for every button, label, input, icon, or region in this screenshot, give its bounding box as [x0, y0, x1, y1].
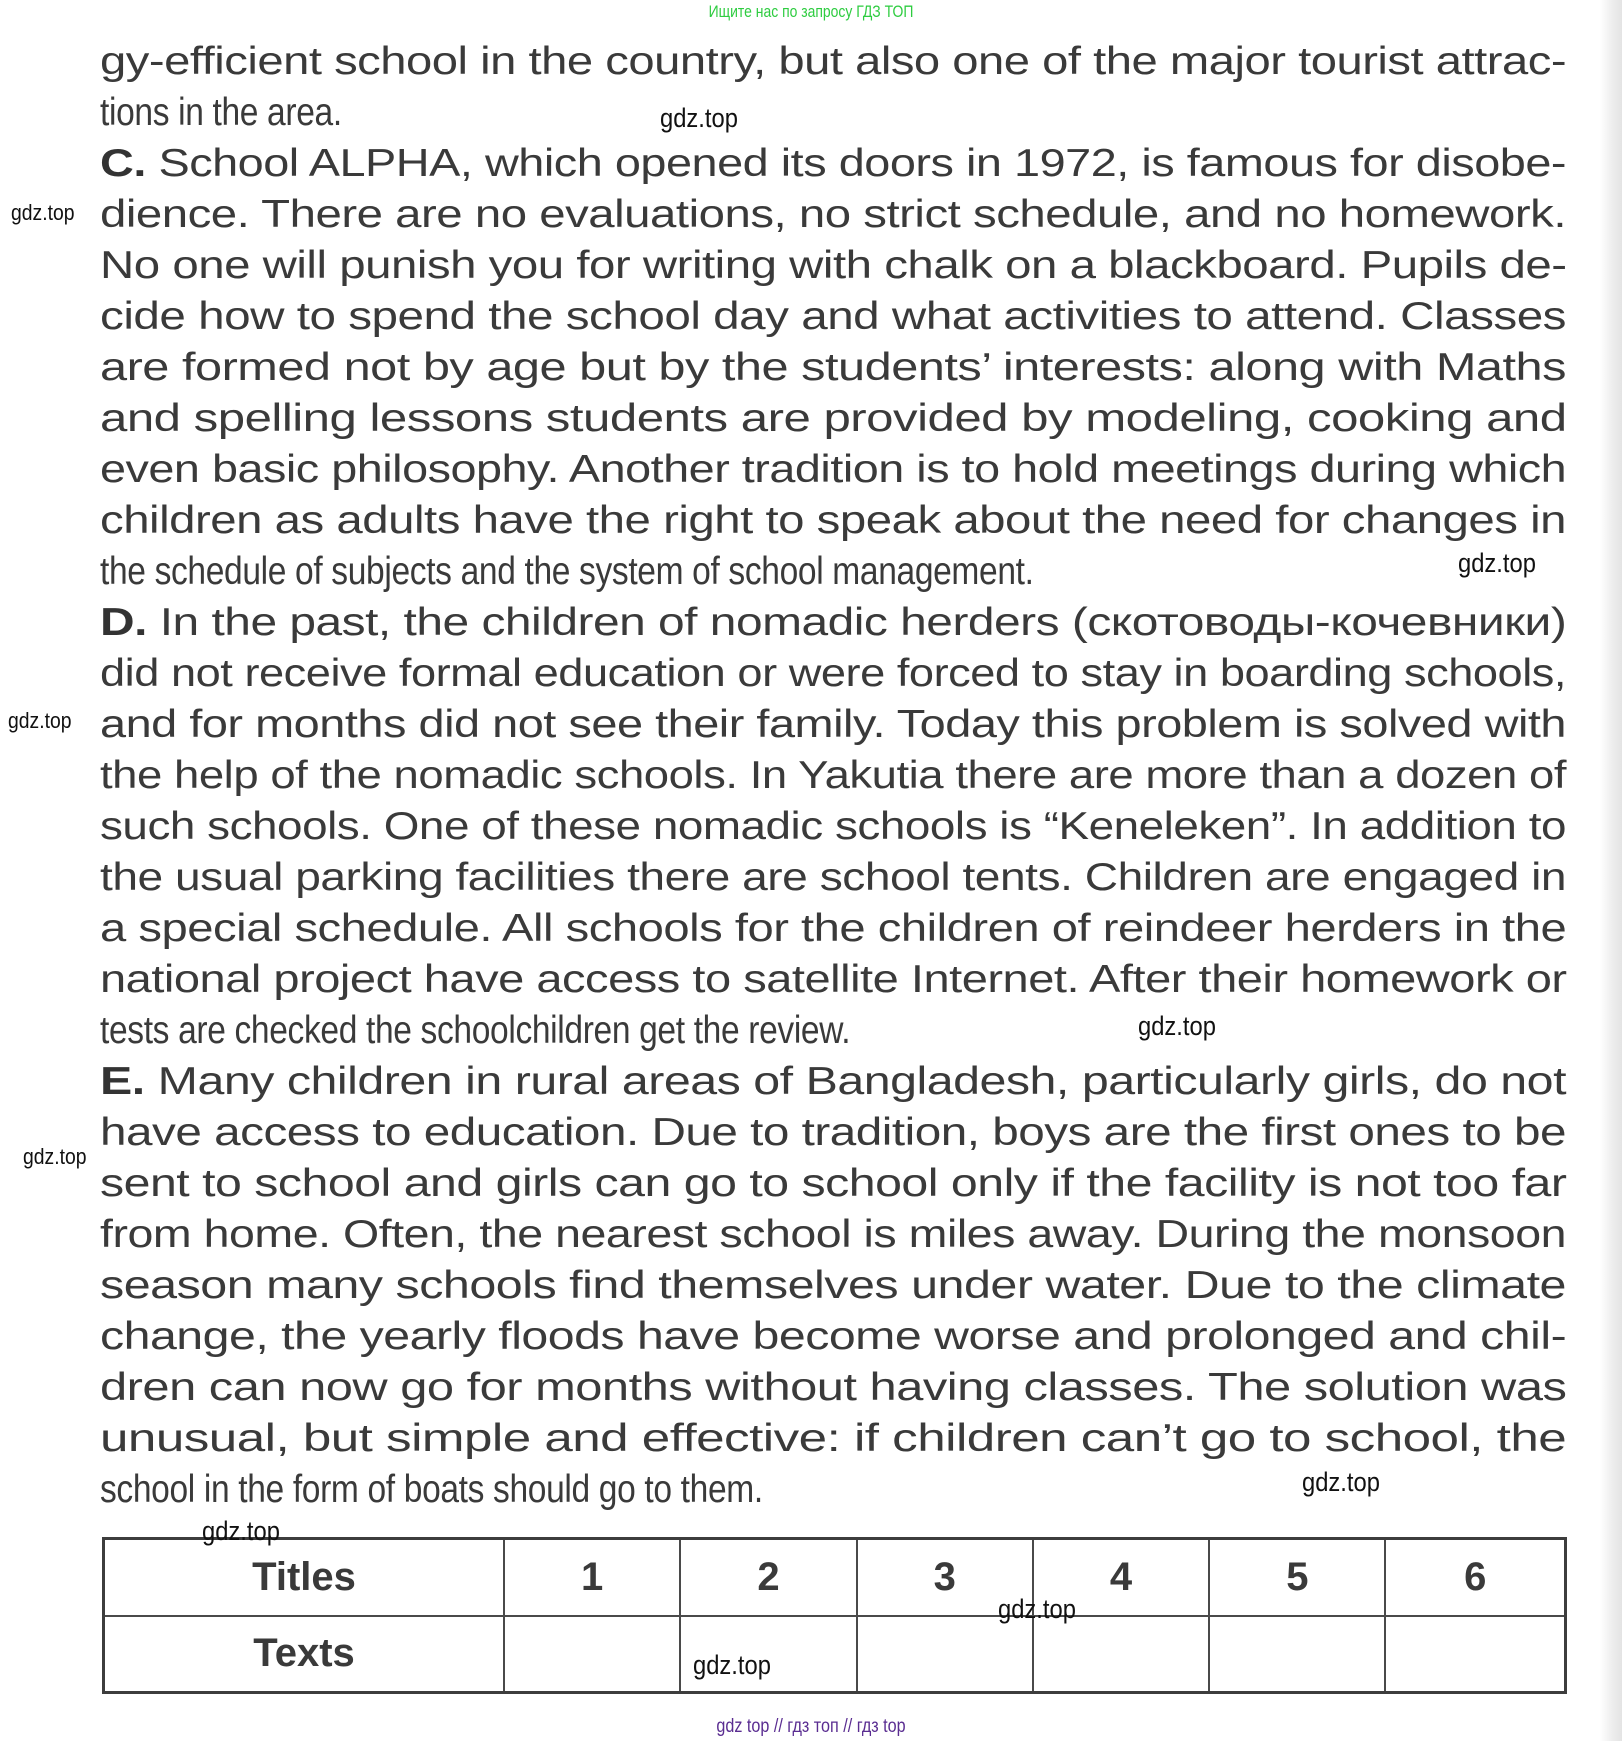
title-column-header: 2	[680, 1539, 856, 1616]
paragraph-d-first-line	[100, 597, 1566, 648]
answer-cell[interactable]	[504, 1616, 680, 1693]
watermark: gdz.top	[8, 708, 72, 733]
footer-separator: //	[773, 1716, 783, 1737]
site-banner[interactable]: Ищите нас по запросу ГДЗ ТОП	[708, 2, 914, 21]
paragraph-c-first-line	[100, 138, 1566, 189]
footer-link[interactable]: гдз топ	[787, 1716, 839, 1737]
page-edge-shadow	[1600, 0, 1622, 1741]
text-line: tions in the area.	[100, 91, 342, 134]
text-line: and for months did not see their family. Today this problem is solved with	[100, 703, 1566, 746]
text-line: season many schools find themselves under water. Due to the climate	[100, 1264, 1567, 1307]
footer-separator: //	[843, 1716, 853, 1737]
text-line: No one will punish you for writing with chalk on a blackboard. Pupils de-	[100, 244, 1567, 287]
text-line: from home. Often, the nearest school is miles away. During the monsoon	[100, 1213, 1566, 1256]
footer-link[interactable]: гдз top	[856, 1716, 906, 1737]
text-line: are formed not by age but by the students’ interests: along with Maths	[100, 346, 1566, 389]
text-line: change, the yearly floods have become worse and prolonged and chil-	[100, 1315, 1567, 1358]
watermark: gdz.top	[23, 1144, 87, 1169]
text-line: even basic philosophy. Another tradition is to hold meetings during which	[100, 448, 1567, 491]
text-line: gy-efficient school in the country, but also one of the major tourist attrac-	[100, 40, 1567, 83]
text-line: have access to education. Due to tradition, boys are the first ones to be	[100, 1111, 1567, 1154]
watermark: gdz.top	[1458, 548, 1536, 578]
answer-cell[interactable]	[1209, 1616, 1385, 1693]
paragraph-letter-e: E.	[100, 1060, 145, 1103]
text-line: dren can now go for months without having classes. The solution was	[100, 1366, 1567, 1409]
answer-cell[interactable]	[1033, 1616, 1209, 1693]
text-line: such schools. One of these nomadic schools is “Keneleken”. In addition to	[100, 805, 1566, 848]
footer-links	[122, 1716, 1501, 1738]
watermark: gdz.top	[998, 1594, 1076, 1624]
reading-text	[100, 36, 1566, 1515]
texts-row-label: Texts	[104, 1616, 505, 1693]
watermark: gdz.top	[1302, 1467, 1380, 1497]
watermark: gdz.top	[1138, 1011, 1216, 1041]
text-line: school in the form of boats should go to them.	[100, 1468, 763, 1511]
paragraph-e-first-line	[100, 1056, 1566, 1107]
text-line: the schedule of subjects and the system of school management.	[100, 550, 1034, 593]
titles-row-label: Titles	[104, 1539, 505, 1616]
title-column-header: 3	[857, 1539, 1033, 1616]
title-column-header: 4	[1033, 1539, 1209, 1616]
watermark: gdz.top	[693, 1650, 771, 1680]
texts-row	[104, 1616, 1566, 1693]
watermark: gdz.top	[202, 1516, 280, 1546]
text-line: did not receive formal education or were forced to stay in boarding schools,	[100, 652, 1567, 695]
answer-table	[102, 1537, 1567, 1694]
watermark: gdz.top	[11, 200, 75, 225]
text-line: national project have access to satellite Internet. After their homework or	[100, 958, 1567, 1001]
text-line: Many children in rural areas of Bangladesh, particularly girls, do not	[157, 1060, 1567, 1103]
title-column-header: 6	[1385, 1539, 1565, 1616]
text-line: In the past, the children of nomadic herders (скотоводы-кочевники)	[159, 601, 1567, 644]
title-column-header: 1	[504, 1539, 680, 1616]
text-line: the help of the nomadic schools. In Yakutia there are more than a dozen of	[100, 754, 1567, 797]
text-line: tests are checked the schoolchildren get the review.	[100, 1009, 851, 1052]
watermark: gdz.top	[660, 103, 738, 133]
answer-cell[interactable]	[857, 1616, 1033, 1693]
paragraph-letter-c: C.	[100, 142, 146, 185]
answer-cell[interactable]	[1385, 1616, 1565, 1693]
text-line: sent to school and girls can go to school only if the facility is not too far	[100, 1162, 1567, 1205]
titles-row	[104, 1539, 1566, 1616]
paragraph-letter-d: D.	[100, 601, 147, 644]
text-line: unusual, but simple and effective: if children can’t go to school, the	[100, 1417, 1567, 1460]
title-column-header: 5	[1209, 1539, 1385, 1616]
text-line: a special schedule. All schools for the children of reindeer herders in the	[100, 907, 1567, 950]
text-line: School ALPHA, which opened its doors in 1972, is famous for disobe-	[158, 142, 1567, 185]
text-line: children as adults have the right to speak about the need for changes in	[100, 499, 1567, 542]
text-line: the usual parking facilities there are school tents. Children are engaged in	[100, 856, 1567, 899]
footer-link[interactable]: gdz top	[716, 1716, 770, 1737]
text-line: dience. There are no evaluations, no strict schedule, and no homework.	[100, 193, 1567, 236]
text-line: cide how to spend the school day and what activities to attend. Classes	[100, 295, 1566, 338]
text-line: and spelling lessons students are provided by modeling, cooking and	[100, 397, 1567, 440]
